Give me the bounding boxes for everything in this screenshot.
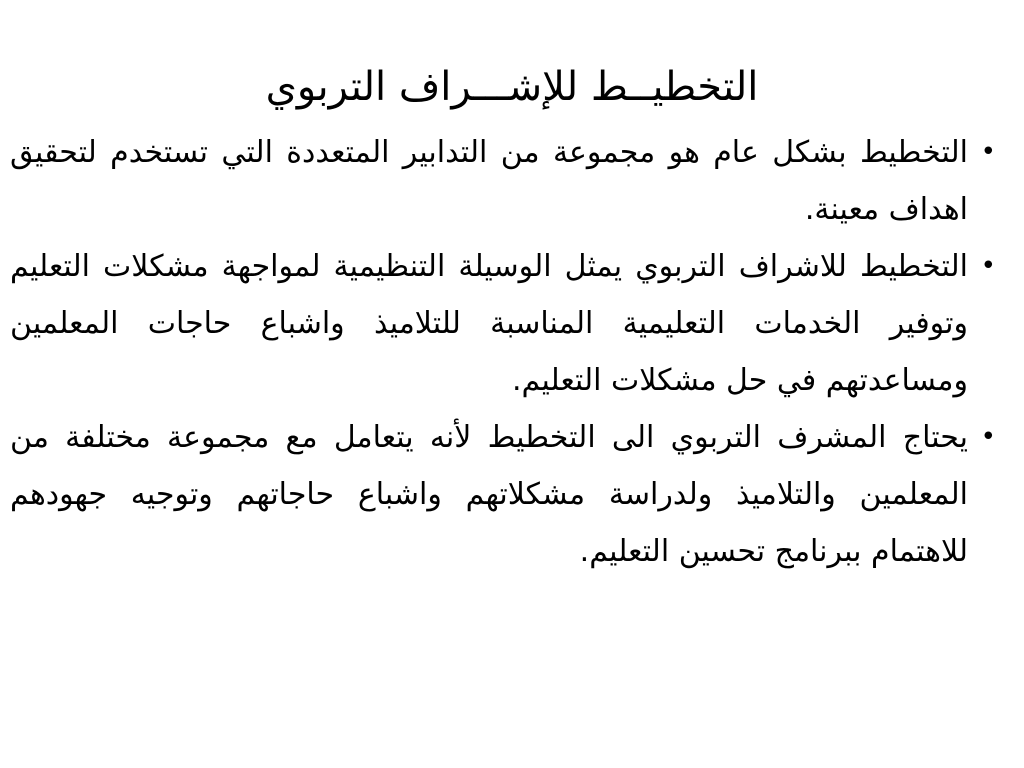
bullet-dot-icon: • <box>980 422 996 452</box>
bullet-dot-icon: • <box>980 251 996 281</box>
bullet-dot-icon: • <box>980 137 996 167</box>
bullet-text: التخطيط بشكل عام هو مجموعة من التدابير المتعددة التي تستخدم لتحقيق اهداف معينة. <box>10 135 968 227</box>
bullet-text: يحتاج المشرف التربوي الى التخطيط لأنه يتعامل مع مجموعة مختلفة من المعلمين والتلاميذ ولدراسة مشكلاتهم واشباع حاجاتهم وتوجيه جهودهم للاهتمام ببرنامج تحسين التعليم. <box>10 420 968 569</box>
slide-title: التخطيــط للإشـــراف التربوي <box>265 64 759 110</box>
bullet-item <box>10 238 996 409</box>
bullet-item <box>10 124 996 238</box>
bullet-list <box>10 124 996 580</box>
bullet-text: التخطيط للاشراف التربوي يمثل الوسيلة التنظيمية لمواجهة مشكلات التعليم وتوفير الخدمات التعليمية المناسبة للتلاميذ واشباع حاجات المعلمين ومساعدتهم في حل مشكلات التعليم. <box>10 249 968 398</box>
bullet-item <box>10 409 996 580</box>
